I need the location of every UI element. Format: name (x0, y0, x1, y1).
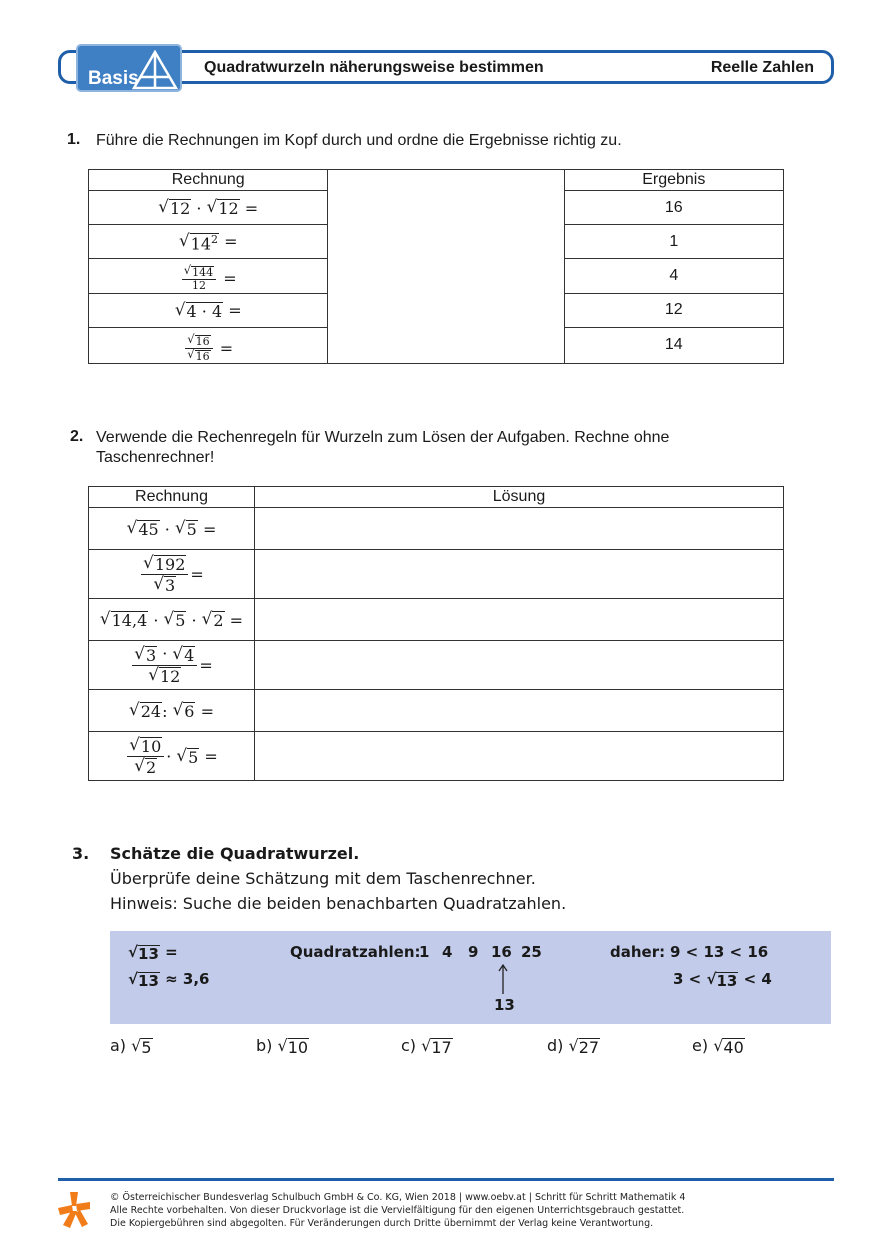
footer-copyright: © Österreichischer Bundesverlag Schulbuch GmbH & Co. KG, Wien 2018 | www.oebv.at | Schritt für Schritt Mathematik 4 Alle Rechte vorbehalten. Von dieser Druckvorlage ist die Vervielfältigung für den eigenen Unterrichtsgebrauch gestattet. Die Kopiergebühren sind abgegolten. Für Veränderungen durch Dritte übernimmt der Verlag keine Verantwortung. (110, 1192, 686, 1229)
task1-result-3: 4 (564, 259, 783, 294)
square-1: 1 (419, 943, 430, 961)
task1-table (88, 169, 784, 364)
task2-expr-3: √ 14,4 · √ 5 · √ 2 = (89, 599, 255, 641)
square-9: 9 (468, 943, 479, 961)
task1-expr-4: √ 4 · 4 = (89, 293, 328, 327)
task2-expr-5: √ 24 : √ 6 = (89, 690, 255, 732)
example-sqrt-eq: √ 13 = (128, 943, 178, 963)
example-box (110, 931, 831, 1024)
task2-answer-2[interactable] (255, 550, 784, 599)
task3-number: 3. (72, 844, 90, 863)
square-25: 25 (521, 943, 542, 961)
task2-answer-3[interactable] (255, 599, 784, 641)
task2-answer-1[interactable] (255, 508, 784, 550)
publisher-logo-icon (56, 1190, 92, 1230)
daher-label: daher: (610, 943, 666, 961)
task1-result-1: 16 (564, 191, 783, 225)
task1-header-right: Ergebnis (564, 170, 783, 191)
footer-divider (58, 1178, 834, 1181)
exercise-a: a) √ 5 (110, 1036, 152, 1057)
task1-result-4: 12 (564, 293, 783, 327)
task2-answer-4[interactable] (255, 641, 784, 690)
task3-title: Schätze die Quadratwurzel. (110, 844, 360, 863)
task2-number: 2. (70, 428, 84, 445)
task1-matching-area (328, 170, 564, 364)
task2-answer-6[interactable] (255, 732, 784, 781)
task1-expr-2: √ $14^2$ = (89, 225, 328, 259)
task3-hint: Hinweis: Suche die beiden benachbarten Quadratzahlen. (110, 894, 567, 913)
task2-expr-1: √ 45 · √ 5 = (89, 508, 255, 550)
task1-header-left: Rechnung (89, 170, 328, 191)
basis-logo (76, 44, 182, 92)
inequality-1: 9 < 13 < 16 (670, 943, 769, 961)
exercise-d: d) √ 27 (547, 1036, 600, 1057)
inequality-2: 3 < √ 13 < 4 (673, 970, 772, 990)
task2-answer-5[interactable] (255, 690, 784, 732)
task2-table (88, 486, 784, 781)
square-16: 16 (491, 943, 512, 961)
task1-expr-5: √ 16 √ 16 = (89, 327, 328, 363)
triangle-logo-icon (132, 50, 178, 90)
task1-result-5: 14 (564, 327, 783, 363)
arrow-up-icon (497, 963, 509, 995)
exercise-e: e) √ 40 (692, 1036, 744, 1057)
squares-label: Quadratzahlen: (290, 943, 421, 961)
section-title: Reelle Zahlen (710, 59, 814, 76)
task2-expr-2: √ 192 √ 3 = (89, 550, 255, 599)
square-4: 4 (442, 943, 453, 961)
task2-expr-6: √ 10 √ 2 · √ 5 = (89, 732, 255, 781)
logo-label: Basis (88, 68, 139, 89)
task2-header-right: Lösung (255, 487, 784, 508)
exercise-b: b) √ 10 (256, 1036, 309, 1057)
task1-expr-1: √ 12 · √ 12 = (89, 191, 328, 225)
task1-result-2: 1 (564, 225, 783, 259)
task3-line2: Überprüfe deine Schätzung mit dem Taschenrechner. (110, 869, 536, 888)
task2-expr-4: √ 3 · √ 4 √ 12 = (89, 641, 255, 690)
task1-expr-3: √ 144 12 = (89, 259, 328, 294)
page-title: Quadratwurzeln näherungsweise bestimmen (204, 59, 544, 76)
task1-instruction: Führe die Rechnungen im Kopf durch und ordne die Ergebnisse richtig zu. (96, 132, 622, 149)
task2-header-left: Rechnung (89, 487, 255, 508)
task2-instruction: Verwende die Rechenregeln für Wurzeln zum Lösen der Aufgaben. Rechne ohne Taschenrechner! (96, 429, 670, 466)
exercise-c: c) √ 17 (401, 1036, 452, 1057)
example-sqrt-approx: √ 13 ≈ 3,6 (128, 970, 210, 990)
marker-13: 13 (494, 996, 515, 1014)
task1-number: 1. (67, 131, 81, 148)
